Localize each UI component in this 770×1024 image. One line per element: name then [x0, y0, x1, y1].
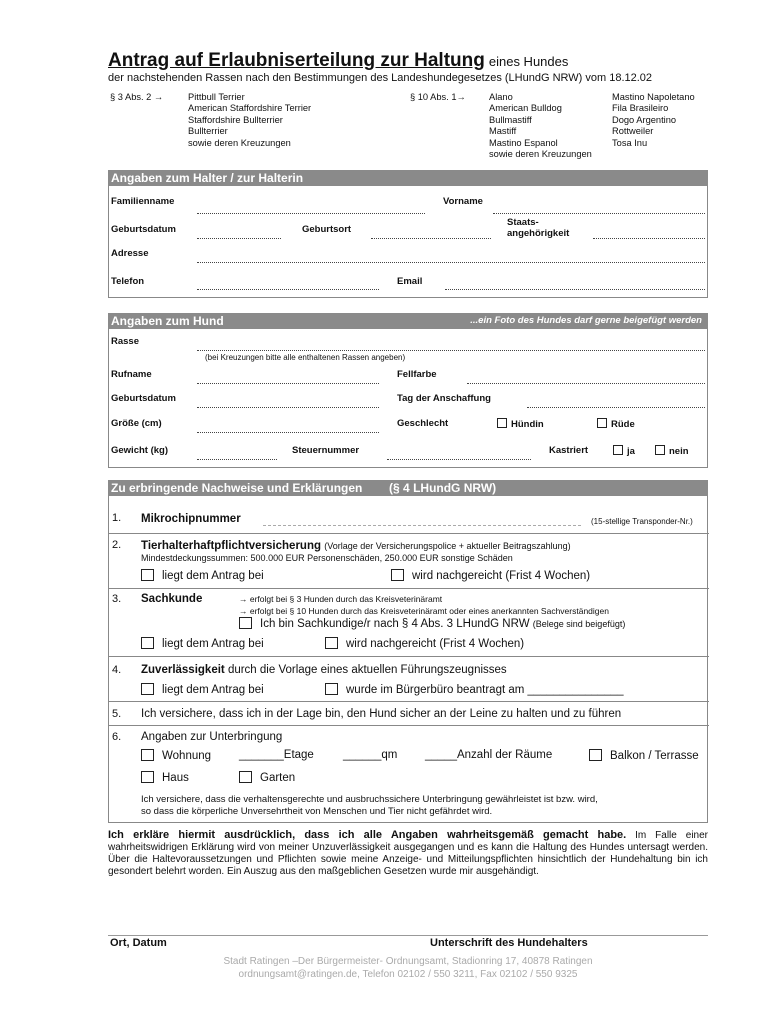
label-fellfarbe: Fellfarbe [397, 369, 437, 380]
para2-breeds-b [612, 92, 695, 149]
field-rasse[interactable] [197, 350, 705, 351]
label-steuernummer: Steuernummer [292, 445, 360, 456]
declaration [108, 829, 708, 878]
item-number: 3. [112, 593, 122, 605]
leine-statement: Ich versichere, dass ich in der Lage bin, den Hund sicher an der Leine zu halten und zu führen [141, 708, 622, 720]
field-groesse[interactable] [197, 432, 379, 433]
label-unterbringung: Angaben zur Unterbringung [141, 731, 283, 743]
footer-address: Stadt Ratingen –Der Bürgermeister- Ordnungsamt, Stadionring 17, 40878 Ratingen [223, 956, 593, 967]
field-rufname[interactable] [197, 383, 379, 384]
field-fellfarbe[interactable] [467, 383, 705, 384]
item-divider [109, 588, 709, 589]
breed-item: Tosa Inu [612, 137, 648, 148]
label-gewicht: Gewicht (kg) [111, 445, 169, 456]
label-geburtsort: Geburtsort [302, 224, 352, 235]
breed-item: Pittbull Terrier [188, 92, 245, 102]
option-label: Garten [260, 772, 296, 784]
haftpflicht-min: Mindestdeckungssummen: 500.000 EUR Personenschäden, 250.000 EUR sonstige Schäden [141, 553, 513, 563]
option-label: wird nachgereicht (Frist 4 Wochen) [346, 638, 525, 650]
breed-item: Mastino Espanol [489, 137, 558, 148]
breed-item: Mastino Napoletano [612, 92, 695, 102]
breed-item: Mastiff [489, 126, 517, 137]
breed-item: sowie deren Kreuzungen [188, 137, 291, 148]
item-number: 6. [112, 731, 122, 743]
sachkunde-line2: → erfolgt bei § 10 Hunden durch das Kreisveterinäramt oder eines anerkannten Sachverständigen [239, 606, 609, 616]
chip-hint: (15-stellige Transponder-Nr.) [591, 517, 693, 526]
option-label: liegt dem Antrag bei [162, 684, 264, 696]
checkbox-zuv-liegt-bei[interactable] [141, 683, 154, 695]
option-zuv-beantragt[interactable] [325, 683, 623, 696]
label-familienname: Familienname [111, 196, 175, 207]
option-kastriert-ja[interactable] [613, 445, 635, 457]
haftpflicht-note: (Vorlage der Versicherungspolice + aktueller Beitragszahlung) [324, 541, 571, 551]
option-haus[interactable] [141, 771, 189, 784]
field-staatsangehoerigkeit[interactable] [593, 238, 705, 239]
haftpflicht-title-line [141, 540, 571, 552]
label-zuverlaessigkeit: Zuverlässigkeit [141, 664, 225, 676]
label-mikrochip: Mikrochipnummer [141, 513, 241, 525]
section-hund [108, 329, 708, 468]
breed-item: Staffordshire Bullterrier [188, 114, 283, 125]
declaration-bold: Ich erkläre hiermit ausdrücklich, dass ich alle Angaben wahrheitsgemäß gemacht habe. [108, 829, 627, 841]
para2-label: § 10 Abs. 1→ [410, 92, 466, 102]
option-balkon[interactable] [589, 749, 699, 762]
breed-item: Bullmastiff [489, 114, 532, 125]
option-label: liegt dem Antrag bei [162, 570, 264, 582]
option-zuv-liegt-bei[interactable] [141, 683, 264, 696]
option-garten[interactable] [239, 771, 295, 784]
field-gewicht[interactable] [197, 459, 277, 460]
label-rasse: Rasse [111, 336, 139, 347]
field-anschaffung[interactable] [527, 407, 705, 408]
field-etage[interactable]: _______Etage [239, 749, 314, 761]
option-haft-nachgereicht[interactable] [391, 569, 590, 582]
section-nachweise-header [108, 480, 708, 496]
option-nein-label: nein [669, 446, 689, 457]
field-vorname[interactable] [493, 213, 705, 214]
checkbox-ruede[interactable] [597, 418, 607, 428]
field-steuernummer[interactable] [387, 459, 531, 460]
option-kastriert-nein[interactable] [655, 445, 689, 457]
item-divider [109, 533, 709, 534]
option-ruede[interactable] [597, 418, 635, 430]
unterbringung-decl-1: Ich versichere, dass die verhaltensgerechte und ausbruchssichere Unterbringung gewährleistet ist bzw. wird, [141, 794, 598, 805]
checkbox-huendin[interactable] [497, 418, 507, 428]
label-ort-datum: Ort, Datum [110, 937, 167, 949]
title-main: Antrag auf Erlaubniserteilung zur Haltung [108, 50, 485, 71]
label-telefon: Telefon [111, 276, 145, 287]
option-sach-liegt-bei[interactable] [141, 637, 264, 650]
rasse-hint: (bei Kreuzungen bitte alle enthaltenen Rassen angeben) [205, 353, 406, 362]
zuverlaessigkeit-text: durch die Vorlage eines aktuellen Führungszeugnisses [227, 664, 507, 676]
field-raeume[interactable]: _____Anzahl der Räume [425, 749, 553, 761]
label-staats-line1: Staats- [507, 217, 539, 228]
para2-breeds-a [489, 92, 592, 160]
para1-breeds [188, 92, 311, 149]
checkbox-sach-liegt-bei[interactable] [141, 637, 154, 649]
section-title: Angaben zum Hund [111, 314, 224, 328]
label-vorname: Vorname [443, 196, 483, 207]
option-ja-label: ja [627, 446, 635, 457]
option-label: liegt dem Antrag bei [162, 638, 264, 650]
label-staatsangehoerigkeit [507, 217, 569, 239]
label-hund-geburtsdatum: Geburtsdatum [111, 393, 176, 404]
section-halter [108, 186, 708, 298]
option-haft-liegt-bei[interactable] [141, 569, 264, 582]
field-telefon[interactable] [197, 289, 379, 290]
item-number: 2. [112, 539, 122, 551]
label-anschaffung: Tag der Anschaffung [397, 393, 491, 404]
field-adresse[interactable] [197, 262, 705, 263]
label-unterschrift: Unterschrift des Hundehalters [430, 937, 588, 949]
label-geburtsdatum: Geburtsdatum [111, 224, 176, 235]
option-sachkundig[interactable] [239, 617, 625, 630]
label-kastriert: Kastriert [549, 445, 589, 456]
label-rufname: Rufname [111, 369, 152, 380]
checkbox-sachkundig[interactable] [239, 617, 252, 629]
field-qm[interactable]: ______qm [343, 749, 398, 761]
label-geschlecht: Geschlecht [397, 418, 449, 429]
sachkundig-note: (Belege sind beigefügt) [532, 619, 626, 629]
section-halter-header [108, 170, 708, 186]
breed-item: sowie deren Kreuzungen [489, 149, 592, 160]
checkbox-haft-nachgereicht[interactable] [391, 569, 404, 581]
option-huendin-label: Hündin [511, 419, 544, 430]
label-haftpflicht: Tierhalterhaftpflichtversicherung [141, 540, 321, 552]
label-staats-line2: angehörigkeit [507, 228, 570, 239]
breed-item: Fila Brasileiro [612, 103, 669, 114]
checkbox-kastriert-ja[interactable] [613, 445, 623, 455]
breed-item: American Staffordshire Terrier [188, 103, 312, 114]
option-label: Ich bin Sachkundige/r nach § 4 Abs. 3 LHundG NRW [260, 618, 530, 630]
breed-item: Alano [489, 92, 513, 102]
unterbringung-decl-2: so dass die körperliche Unversehrtheit von Menschen und Tier nicht gefährdet wird. [141, 806, 493, 817]
option-label: Haus [162, 772, 189, 784]
option-sach-nachgereicht[interactable] [325, 637, 524, 650]
label-adresse: Adresse [111, 248, 149, 259]
section-title: Zu erbringende Nachweise und Erklärungen (§ 4 LHundG NRW) [111, 481, 497, 495]
checkbox-haus[interactable] [141, 771, 154, 783]
field-familienname[interactable] [197, 213, 425, 214]
para1-label: § 3 Abs. 2 → [110, 92, 164, 102]
checkbox-kastriert-nein[interactable] [655, 445, 665, 455]
label-email: Email [397, 276, 423, 287]
item-number: 4. [112, 664, 122, 676]
section-hund-header [108, 313, 708, 329]
item-divider [109, 656, 709, 657]
breed-item: American Bulldog [489, 103, 562, 114]
zuverlaessigkeit-line [141, 664, 507, 676]
option-label: Wohnung [162, 750, 212, 762]
breed-item: Dogo Argentino [612, 114, 677, 125]
footer-contact: ordnungsamt@ratingen.de, Telefon 02102 / 550 3211, Fax 02102 / 550 9325 [238, 969, 578, 980]
section-title: Angaben zum Halter / zur Halterin [111, 171, 304, 185]
section-nachweise [108, 496, 708, 823]
item-number: 5. [112, 708, 122, 720]
option-wohnung[interactable] [141, 749, 211, 762]
checkbox-garten[interactable] [239, 771, 252, 783]
field-email[interactable] [445, 289, 705, 290]
sachkunde-line1: → erfolgt bei § 3 Hunden durch das Kreisveterinäramt [239, 594, 443, 604]
field-geburtsort[interactable] [371, 238, 491, 239]
checkbox-sach-nachgereicht[interactable] [325, 637, 338, 649]
checkbox-zuv-beantragt[interactable] [325, 683, 338, 695]
checkbox-haft-liegt-bei[interactable] [141, 569, 154, 581]
option-ruede-label: Rüde [611, 419, 635, 430]
breed-item: Rottweiler [612, 126, 654, 137]
form-subtitle: der nachstehenden Rassen nach den Bestimmungen des Landeshundegesetzes (LHundG NRW) vom 18.12.02 [108, 72, 653, 84]
option-label: wurde im Bürgerbüro beantragt am _______________ [346, 684, 624, 696]
declaration-text: Im Falle einer wahrheitswidrigen Erklärung wird von meiner Unzuverlässigkeit ausgegangen und es kann die Haltung des Hundes untersagt werden. Über die Haltevoraussetzungen und Pflichten sowie meine Anzeige- und Mitteilungspflichten hinsichtlich der Hundehaltung bin ich gesondert belehrt worden. Ein Auszug aus den maßgeblichen Gesetzen wurde mir ausgehändigt. [108, 830, 708, 877]
label-sachkunde: Sachkunde [141, 593, 203, 605]
field-hund-geburtsdatum[interactable] [197, 407, 379, 408]
item-divider [109, 701, 709, 702]
checkbox-balkon[interactable] [589, 749, 602, 761]
field-geburtsdatum[interactable] [197, 238, 281, 239]
field-mikrochip[interactable] [263, 525, 581, 526]
photo-note: ...ein Foto des Hundes darf gerne beigefügt werden [470, 315, 702, 326]
breed-item: Bullterrier [188, 126, 228, 137]
item-divider [109, 725, 709, 726]
item-number: 1. [112, 512, 122, 524]
signature-line [108, 935, 708, 936]
option-label: Balkon / Terrasse [610, 750, 699, 762]
title-rest: eines Hundes [488, 54, 569, 69]
option-label: wird nachgereicht (Frist 4 Wochen) [412, 570, 591, 582]
checkbox-wohnung[interactable] [141, 749, 154, 761]
form-title [108, 50, 708, 72]
label-groesse: Größe (cm) [111, 418, 162, 429]
option-huendin[interactable] [497, 418, 544, 430]
